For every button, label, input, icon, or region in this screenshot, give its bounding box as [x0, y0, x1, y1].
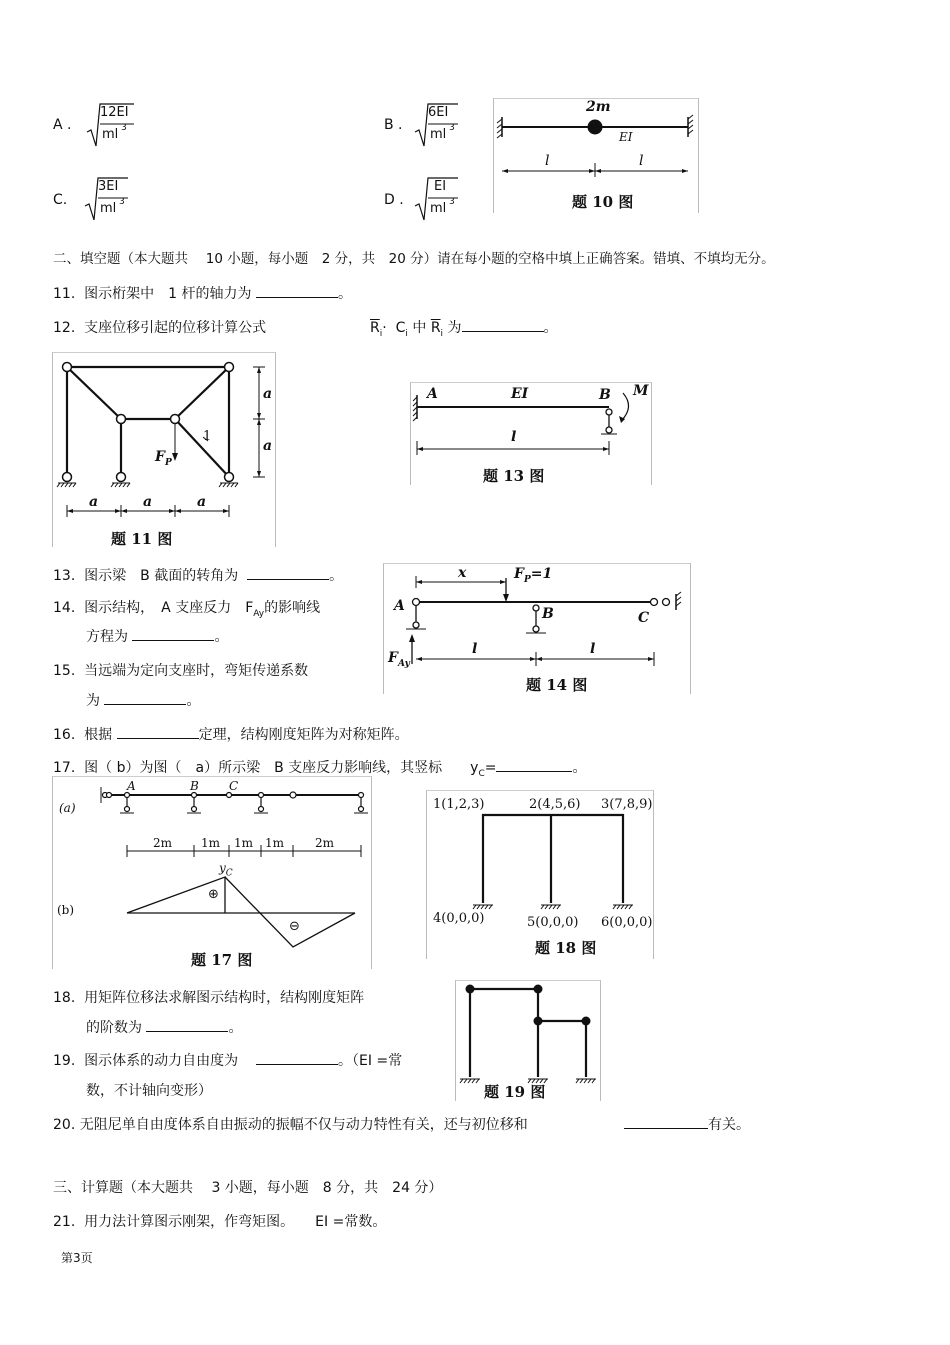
figure-caption: 题 13 图	[483, 467, 545, 485]
option-c-exponent: 3	[119, 197, 125, 207]
question-18: 18. 用矩阵位移法求解图示结构时，结构刚度矩阵	[53, 990, 365, 1006]
page-footer: 第3页	[61, 1251, 93, 1265]
figure-caption: 题 10 图	[572, 193, 634, 211]
length-label: l	[545, 153, 550, 169]
option-d-numerator: EI	[434, 179, 447, 194]
figure-17: (a) (b) A B C 2m 1m 1m 1m 2m $y_C$ ⊕ ⊖ 题 17 图	[52, 776, 372, 969]
answer-blank[interactable]	[104, 690, 186, 705]
figure-13: A EI B M l 题 13 图	[410, 382, 652, 485]
question-text: 支座位移引起的位移计算公式	[84, 320, 267, 336]
reaction-arrow-icon	[409, 634, 415, 642]
mass-label: 2m	[586, 99, 611, 115]
figure-10	[493, 98, 699, 213]
option-a-formula	[86, 102, 146, 148]
option-a-denominator: ml	[102, 127, 119, 142]
option-b-formula	[414, 102, 474, 148]
question-20-tail: 有关。	[624, 1114, 750, 1134]
option-a-numerator: 12EI	[100, 105, 129, 120]
length-label: l	[639, 153, 644, 169]
question-11: 11. 图示桁架中 1 杆的轴力为 。	[53, 283, 352, 303]
load-arrow-icon	[172, 453, 178, 461]
figure-17-diagram	[53, 777, 371, 969]
ei-label: EI	[619, 130, 633, 144]
mass-node	[588, 120, 603, 135]
figure-11: a a a a a $F_P$ 1 题 11 图	[52, 352, 276, 547]
answer-blank[interactable]	[462, 317, 544, 332]
question-15-cont: 为 。	[86, 690, 200, 710]
question-18-cont: 的阶数为 。	[86, 1017, 242, 1037]
option-d-exponent: 3	[449, 197, 455, 207]
figure-caption: 题 18 图	[535, 939, 597, 957]
figure-19	[455, 980, 601, 1101]
option-b-denominator: ml	[430, 127, 447, 142]
option-d-label: D .	[384, 192, 404, 208]
question-number: 11.	[53, 286, 76, 302]
answer-blank[interactable]	[496, 757, 572, 772]
option-c-denominator: ml	[100, 201, 117, 216]
option-c-label: C.	[53, 192, 68, 208]
option-c-formula	[84, 176, 144, 222]
question-20: 20. 无阻尼单自由度体系自由振动的振幅不仅与动力特性有关，还与初位移和	[53, 1117, 528, 1133]
answer-blank[interactable]	[132, 626, 214, 641]
option-c-numerator: 3EI	[98, 179, 119, 194]
figure-14: x $F_P=1$ A B C $F_{Ay}$ l l 题 14 图	[383, 563, 691, 694]
unit-load-arrow-icon	[503, 594, 509, 602]
option-b-label: B .	[384, 117, 403, 133]
question-12-formula: $\overline{R}_i\cdot C_i$ 中 $\overline{R}_i$ 为 。	[370, 317, 558, 339]
figure-caption: 题 19 图	[484, 1083, 546, 1101]
positive-region-icon: ⊕	[208, 887, 219, 902]
figure-caption: 题 11 图	[111, 530, 173, 548]
figure-caption: 题 17 图	[191, 951, 253, 969]
question-12	[53, 317, 266, 337]
figure-18: 1(1,2,3) 2(4,5,6) 3(7,8,9) 4(0,0,0) 5(0,0,0) 6(0,0,0) 题 18 图	[426, 790, 654, 959]
question-number: 12.	[53, 320, 76, 336]
question-text: 图示桁架中 1 杆的轴力为	[84, 286, 252, 302]
question-13: 13. 图示梁 B 截面的转角为 。	[53, 565, 343, 585]
option-b-numerator: 6EI	[428, 105, 449, 120]
question-15: 15. 当远端为定向支座时，弯矩传递系数	[53, 663, 309, 679]
question-19: 19. 图示体系的动力自由度为 。（EI =常	[53, 1050, 402, 1070]
answer-blank[interactable]	[247, 565, 329, 580]
option-b-exponent: 3	[449, 123, 455, 133]
answer-blank[interactable]	[256, 283, 338, 298]
option-d-denominator: ml	[430, 201, 447, 216]
section-3-heading: 三、计算题（本大题共 3 小题，每小题 8 分，共 24 分）	[53, 1180, 443, 1196]
question-16: 16. 根据 定理，结构刚度矩阵为对称矩阵。	[53, 724, 409, 744]
option-a-exponent: 3	[121, 123, 127, 133]
answer-blank[interactable]	[117, 724, 199, 739]
figure-caption: 题 14 图	[526, 676, 588, 694]
option-a-label: A .	[53, 117, 72, 133]
question-17: 17. 图（ b）为图（ a）所示梁 B 支座反力影响线，其竖标 $y_C=$ 。	[53, 757, 586, 779]
question-21: 21. 用力法计算图示刚架，作弯矩图。 EI =常数。	[53, 1214, 387, 1230]
figure-18-frame	[427, 791, 653, 959]
moment-arrow-icon	[621, 393, 629, 421]
answer-blank[interactable]	[624, 1114, 708, 1129]
bar-1-label: 1	[203, 429, 212, 444]
answer-blank[interactable]	[146, 1017, 228, 1032]
negative-region-icon: ⊖	[289, 919, 300, 934]
option-d-formula	[414, 176, 474, 222]
question-14-cont: 方程为 。	[86, 626, 228, 646]
section-2-heading: 二、填空题（本大题共 10 小题，每小题 2 分，共 20 分）请在每小题的空格中填上正确答案。错填、不填均无分。	[53, 251, 775, 267]
question-19-cont: 数，不计轴向变形）	[86, 1083, 212, 1099]
question-14: 14. 图示结构， A 支座反力 $F_{Ay}$的影响线	[53, 600, 321, 619]
answer-blank[interactable]	[256, 1050, 338, 1065]
